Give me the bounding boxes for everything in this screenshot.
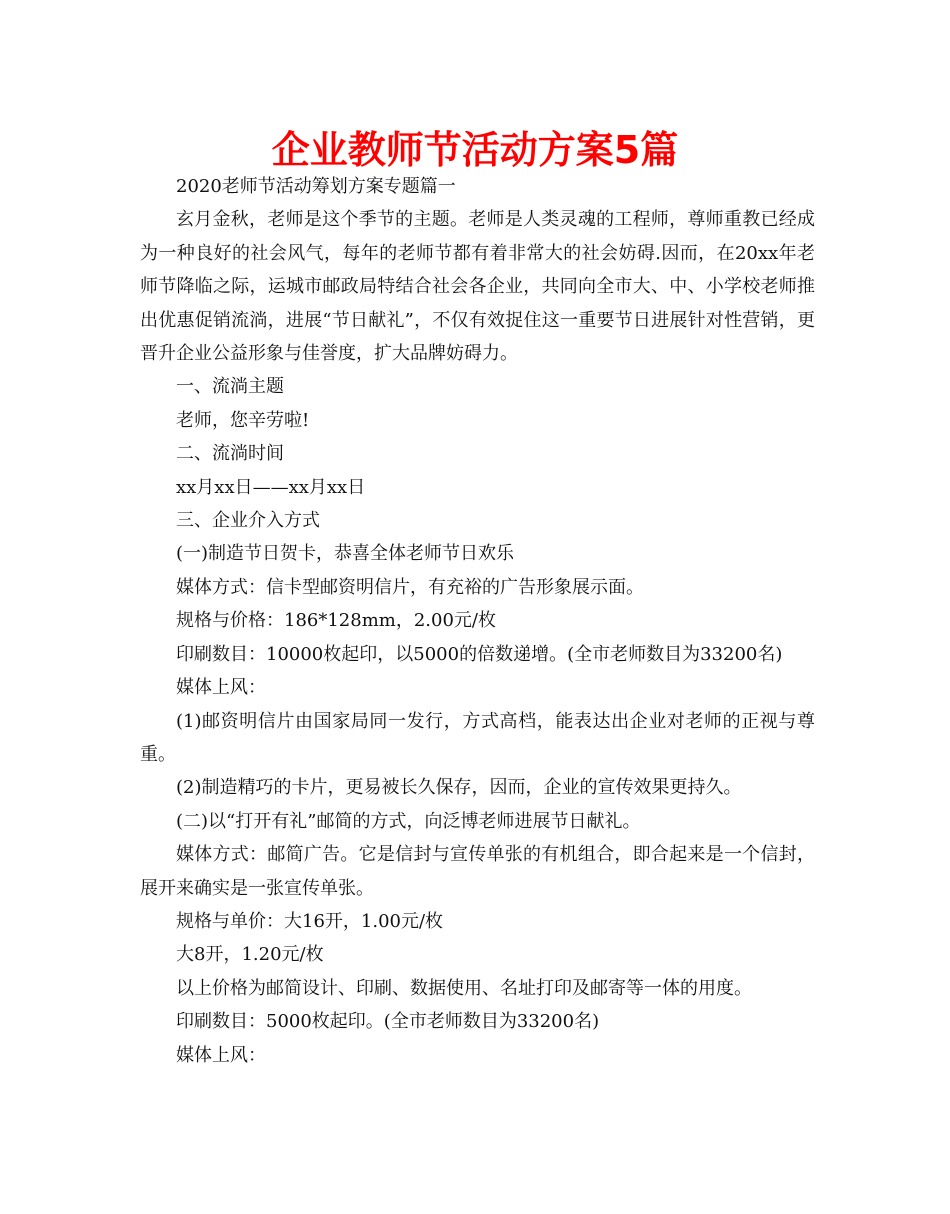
paragraph-participation-heading: 三、企业介入方式 [176,510,320,532]
paragraph-section-heading: 2020老师节活动筹划方案专题篇一 [176,176,456,197]
paragraph-time-heading: 二、流淌时间 [176,443,284,465]
document-title: 企业教师节活动方案5篇 [271,128,679,172]
paragraph-item-two: (二)以“打开有礼”邮简的方式，向泛博老师进展节日献礼。 [176,810,641,832]
document-body [140,170,815,1072]
paragraph-time: xx月xx日——xx月xx日 [176,476,366,498]
paragraph-media-form-two: 媒体方式：邮简广告。它是信封与宣传单张的有机组合，即合起来是一个信封，展开来确实是一张宣传单张。 [140,844,815,899]
paragraph-media-form-one: 媒体方式：信卡型邮资明信片，有充裕的广告形象展示面。 [176,576,644,598]
paragraph-item-one: (一)制造节日贺卡，恭喜全体老师节日欢乐 [176,543,515,565]
paragraph-print-quantity-two: 印刷数目：5000枚起印。(全市老师数目为33200名) [176,1011,600,1033]
paragraph-advantage-1: (1)邮资明信片由国家局同一发行，方式高档，能表达出企业对老师的正视与尊重。 [140,710,815,765]
paragraph-theme-heading: 一、流淌主题 [176,376,284,398]
paragraph-spec-price-two-b: 大8开，1.20元/枚 [176,944,324,966]
paragraph-spec-price-two: 规格与单价：大16开，1.00元/枚 [176,910,444,932]
paragraph-media-advantage-heading-one: 媒体上风： [176,677,266,699]
paragraph-intro: 玄月金秋，老师是这个季节的主题。老师是人类灵魂的工程师，尊师重教已经成为一种良好的社会风气，每年的老师节都有着非常大的社会妨碍.因而，在20xx年老师节降临之际，运城市邮政局特结合社会各企业，共同向全市大、中、小学校老师推出优惠促销流淌，进展“节日献礼”，不仅有效捉住这一重要节日进展针对性营销，更晋升企业公益形象与佳誉度，扩大品牌妨碍力。 [140,209,815,365]
paragraph-print-quantity-one: 印刷数目：10000枚起印，以5000的倍数递增。(全市老师数目为33200名) [176,643,783,665]
paragraph-price-note: 以上价格为邮简设计、印刷、数据使用、名址打印及邮寄等一体的用度。 [176,977,752,999]
paragraph-media-advantage-heading-two: 媒体上风： [176,1044,266,1066]
paragraph-spec-price-one: 规格与价格：186*128mm，2.00元/枚 [176,610,496,632]
paragraph-advantage-2: (2)制造精巧的卡片，更易被长久保存，因而，企业的宣传效果更持久。 [176,777,742,799]
paragraph-theme: 老师，您辛劳啦! [176,409,310,431]
